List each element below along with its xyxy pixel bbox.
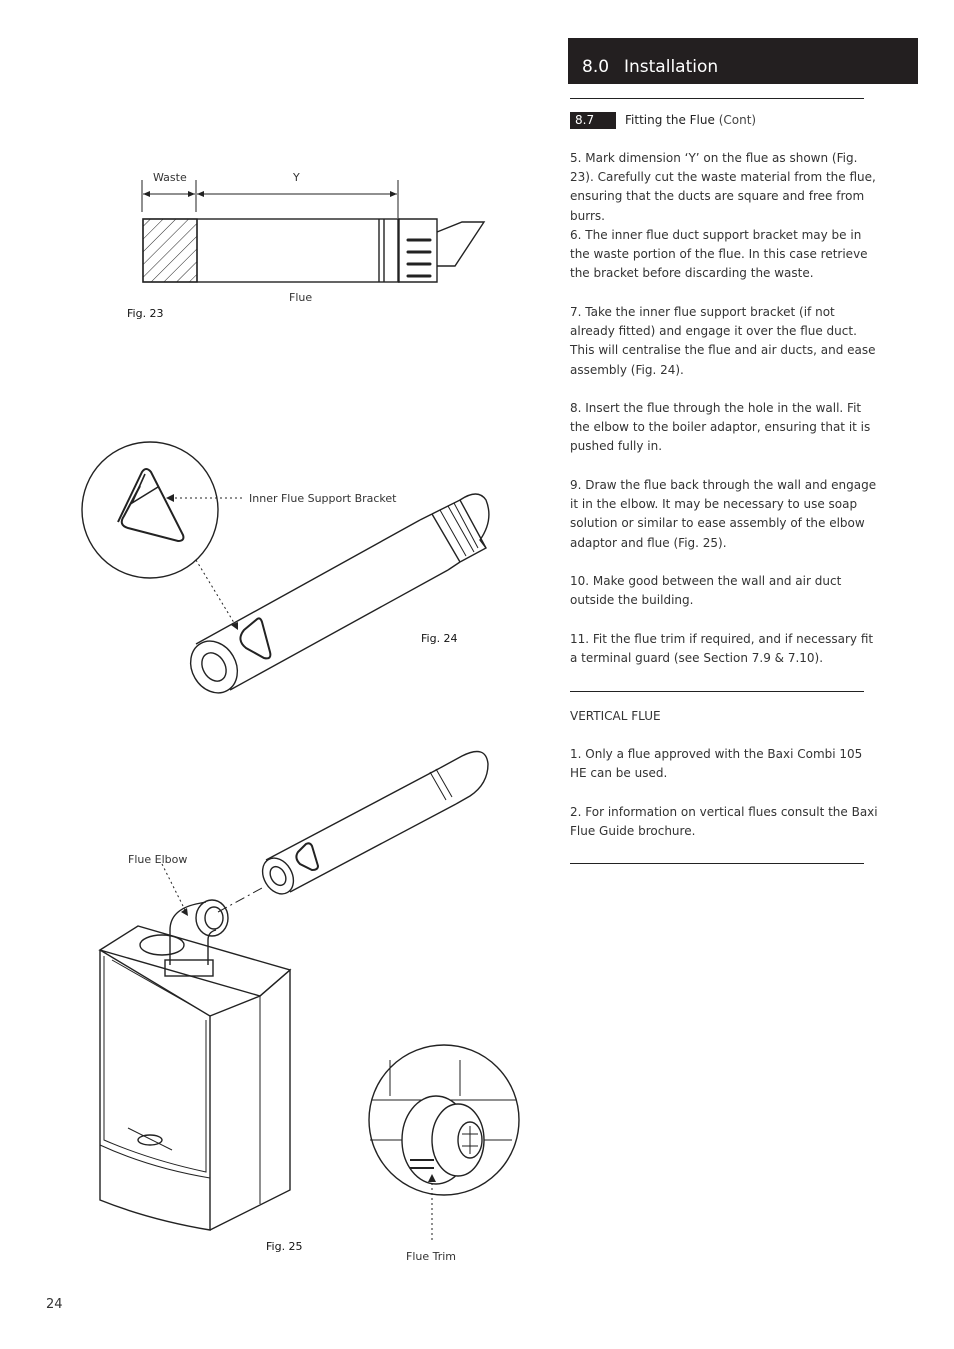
step-8-text: 8. Insert the flue through the hole in the wall. Fit the elbow to the boiler adaptor, ensuring that it is pushed fully in. (570, 401, 871, 454)
step-11 (570, 630, 880, 668)
fig25-label-elbow: Flue Elbow (128, 853, 188, 866)
step-6-text: 6. The inner flue duct support bracket may be in the waste portion of the flue. In this case retrieve the bracket before discarding the waste. (570, 228, 868, 281)
step-5-text: 5. Mark dimension ‘Y’ on the flue as shown (Fig. 23). Carefully cut the waste material from the flue, ensuring that the ducts are square and free from burrs. (570, 151, 876, 223)
vertical-flue-step-2-text: 2. For information on vertical flues consult the Baxi Flue Guide brochure. (570, 805, 878, 839)
chapter-number: 8.0 (582, 57, 610, 77)
step-9-text: 9. Draw the flue back through the wall and engage it in the elbow. It may be necessary to use soap solution or similar to ease assembly of the elbow adaptor and flue (Fig. 25). (570, 478, 877, 550)
step-9 (570, 476, 880, 553)
vertical-flue-step-1-text: 1. Only a flue approved with the Baxi Combi 105 HE can be used. (570, 747, 863, 781)
rule-bottom (570, 863, 864, 864)
fig23-caption: Fig. 23 (127, 307, 164, 320)
fig24-label-bracket: Inner Flue Support Bracket (249, 492, 397, 505)
chapter-title: Installation (624, 57, 719, 77)
fig25-caption: Fig. 25 (266, 1240, 303, 1253)
fig23-label-waste: Waste (153, 171, 187, 184)
vertical-flue-heading: VERTICAL FLUE (570, 709, 661, 723)
step-11-text: 11. Fit the flue trim if required, and if necessary fit a terminal guard (see Section 7.9 & 7.10). (570, 632, 874, 666)
subsection-number: 8.7 (575, 113, 595, 127)
section-header-bar (568, 38, 918, 84)
fig23-label-y: Y (293, 171, 300, 184)
fig24-caption: Fig. 24 (421, 632, 458, 645)
subsection-title (625, 113, 756, 127)
rule-middle (570, 691, 864, 692)
subsection-title-suffix: (Cont) (718, 113, 757, 127)
rule-top (570, 98, 864, 99)
page-number: 24 (46, 1297, 63, 1312)
vertical-flue-step-1 (570, 745, 880, 783)
step-5 (570, 149, 880, 226)
fig23-label-flue: Flue (289, 291, 313, 304)
step-10-text: 10. Make good between the wall and air duct outside the building. (570, 574, 842, 608)
subsection-title-text: Fitting the Flue (625, 113, 715, 127)
fig23-flue-drawing (142, 180, 484, 282)
step-10 (570, 572, 880, 610)
step-7 (570, 303, 880, 380)
step-8 (570, 399, 880, 457)
vertical-flue-step-2 (570, 803, 880, 841)
fig25-label-trim: Flue Trim (406, 1250, 457, 1263)
fig24-bracket-drawing (82, 442, 489, 701)
step-6 (570, 226, 880, 284)
step-7-text: 7. Take the inner flue support bracket (if not already fitted) and engage it over the flue duct. This will centralise the flue and air ducts, and ease assembly (Fig. 24). (570, 305, 876, 377)
fig25-boiler-drawing (100, 752, 519, 1241)
subsection-badge (570, 112, 616, 129)
